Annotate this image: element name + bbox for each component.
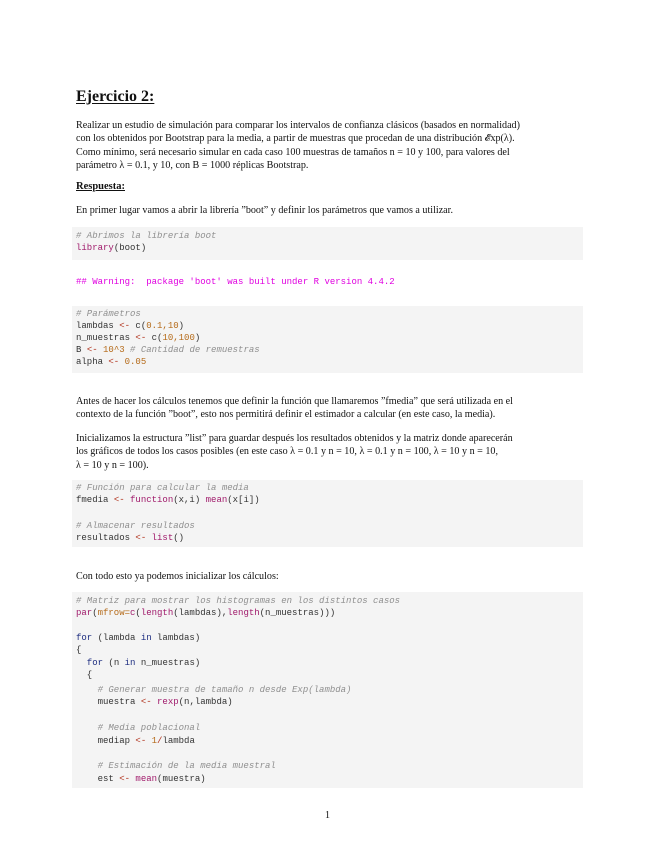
paragraph-intro xyxy=(76,204,581,217)
code-line: { xyxy=(76,670,93,680)
code-token: 0.1,10 xyxy=(146,321,179,331)
code-token: mfrow= xyxy=(97,608,131,618)
code-token: <- xyxy=(135,333,147,343)
code-line xyxy=(76,242,146,254)
code-token: / xyxy=(157,736,163,746)
paragraph-line: Inicializamos la estructura ”list” para guardar después los resultados obtenidos y la matriz donde aparecerán xyxy=(76,433,513,444)
code-block-simulation xyxy=(72,592,583,788)
code-token: list xyxy=(146,533,174,543)
paragraph-line: Con todo esto ya podemos inicializar los cálculos: xyxy=(76,571,279,582)
statement-line: parámetro λ = 0.1, y 10, con B = 1000 réplicas Bootstrap. xyxy=(76,160,309,172)
code-token: c( xyxy=(130,321,147,331)
statement-line: Como mínimo, será necesario simular en cada caso 100 muestras de tamaños n = 10 y 100, para valores del xyxy=(76,146,510,158)
code-token: (boot) xyxy=(113,243,147,253)
code-token: <- xyxy=(140,697,152,707)
code-line xyxy=(76,696,233,708)
code-token: # Cantidad de remuestras xyxy=(124,345,260,355)
warning-output: ## Warning: package 'boot' was built under R version 4.4.2 xyxy=(76,277,395,287)
code-token: (n xyxy=(103,658,125,668)
paragraph-list xyxy=(76,432,581,472)
code-token: () xyxy=(173,533,185,543)
paragraph-line: los gráficos de todos los casos posibles (en este caso λ = 0.1 y n = 10, λ = 0.1 y n = 100, λ = 10 y n = 10, xyxy=(76,446,498,458)
paragraph-fmedia xyxy=(76,395,581,422)
code-token: 10,100 xyxy=(162,333,195,343)
answer-heading: Respuesta: xyxy=(76,181,125,192)
code-token: mean xyxy=(205,495,228,505)
code-token: <- xyxy=(113,495,125,505)
code-token: <- xyxy=(119,774,131,784)
code-token: (n,lambda) xyxy=(178,697,233,707)
code-comment: # Función para calcular la media xyxy=(76,483,249,493)
code-token: (x,i) xyxy=(173,495,206,505)
code-token: resultados xyxy=(76,533,136,543)
code-token: B xyxy=(76,345,87,355)
code-token: (lambda xyxy=(92,633,141,643)
code-token: length xyxy=(227,608,260,618)
code-line xyxy=(76,332,200,344)
page-number: 1 xyxy=(325,810,330,821)
code-token: lambdas) xyxy=(151,633,201,643)
code-token: n_muestras xyxy=(76,333,136,343)
code-token: alpha xyxy=(76,357,109,367)
paragraph-line: En primer lugar vamos a abrir la librería ”boot” y definir los parámetros que vamos a utilizar. xyxy=(76,205,453,216)
code-comment: # Matriz para mostrar los histogramas en los distintos casos xyxy=(76,596,401,606)
code-line xyxy=(76,735,195,747)
code-token: for xyxy=(76,633,93,643)
code-line xyxy=(76,657,200,669)
code-line xyxy=(76,607,335,619)
code-token: fmedia xyxy=(76,495,114,505)
statement-line: con los obtenidos por Bootstrap para la media, a partir de muestras que procedan de una distribución 𝓔xp(λ). xyxy=(76,133,515,145)
code-token: 1 xyxy=(146,736,158,746)
code-token: <- xyxy=(135,736,147,746)
code-token: ) xyxy=(194,333,201,343)
code-token: rexp xyxy=(151,697,179,707)
code-token: length xyxy=(140,608,174,618)
paragraph-line: λ = 10 y n = 100). xyxy=(76,459,149,471)
code-token: ( xyxy=(135,608,141,618)
code-token: ) xyxy=(178,321,185,331)
code-token: mediap xyxy=(76,736,136,746)
code-line xyxy=(76,632,200,644)
code-token: n_muestras) xyxy=(135,658,201,668)
code-comment: # Estimación de la media muestral xyxy=(76,761,276,771)
code-token: par xyxy=(76,608,93,618)
code-token: c( xyxy=(146,333,163,343)
statement-line: Realizar un estudio de simulación para comparar los intervalos de confianza clásicos (basados en normalidad) xyxy=(76,120,520,131)
code-line xyxy=(76,344,260,356)
code-token: lambda xyxy=(162,736,195,746)
code-line xyxy=(76,356,146,368)
code-token: (lambdas), xyxy=(173,608,228,618)
code-token: library xyxy=(76,243,114,253)
code-token: <- xyxy=(86,345,98,355)
exercise-title: Ejercicio 2: xyxy=(76,88,155,105)
code-token: <- xyxy=(119,321,131,331)
paragraph-line: Antes de hacer los cálculos tenemos que definir la función que llamaremos ”fmedia” que será utilizada en el xyxy=(76,396,513,407)
exercise-statement xyxy=(76,119,581,173)
code-token: in xyxy=(140,633,152,643)
code-token: est xyxy=(76,774,120,784)
code-comment: # Parámetros xyxy=(76,309,141,319)
code-token: 0.05 xyxy=(119,357,147,367)
code-line xyxy=(76,532,184,544)
code-line xyxy=(76,773,206,785)
code-line xyxy=(76,494,260,506)
paragraph-line: contexto de la función ”boot”, esto nos permitirá definir el estimador a calcular (en este caso, la media). xyxy=(76,409,496,421)
code-line xyxy=(76,320,184,332)
paragraph-start xyxy=(76,570,581,583)
code-token: (n_muestras))) xyxy=(259,608,336,618)
code-block-fmedia xyxy=(72,480,583,547)
code-token: in xyxy=(124,658,136,668)
code-comment: # Abrimos la librería boot xyxy=(76,231,217,241)
code-comment: # Generar muestra de tamaño n desde Exp(lambda) xyxy=(76,685,352,695)
code-block-parameters xyxy=(72,306,583,373)
code-line: { xyxy=(76,645,82,655)
code-comment: # Media poblacional xyxy=(76,723,201,733)
code-token: muestra xyxy=(76,697,141,707)
code-token: function xyxy=(124,495,174,505)
code-token: lambdas xyxy=(76,321,120,331)
code-token: c xyxy=(130,608,136,618)
code-token: <- xyxy=(135,533,147,543)
code-token: (muestra) xyxy=(157,774,206,784)
code-token: 10^3 xyxy=(103,345,125,355)
code-comment: # Almacenar resultados xyxy=(76,521,195,531)
code-token: (x[i]) xyxy=(227,495,260,505)
code-token: ( xyxy=(92,608,98,618)
code-token: mean xyxy=(130,774,158,784)
code-token: <- xyxy=(108,357,120,367)
code-token: for xyxy=(76,658,104,668)
code-block-library xyxy=(72,227,583,260)
